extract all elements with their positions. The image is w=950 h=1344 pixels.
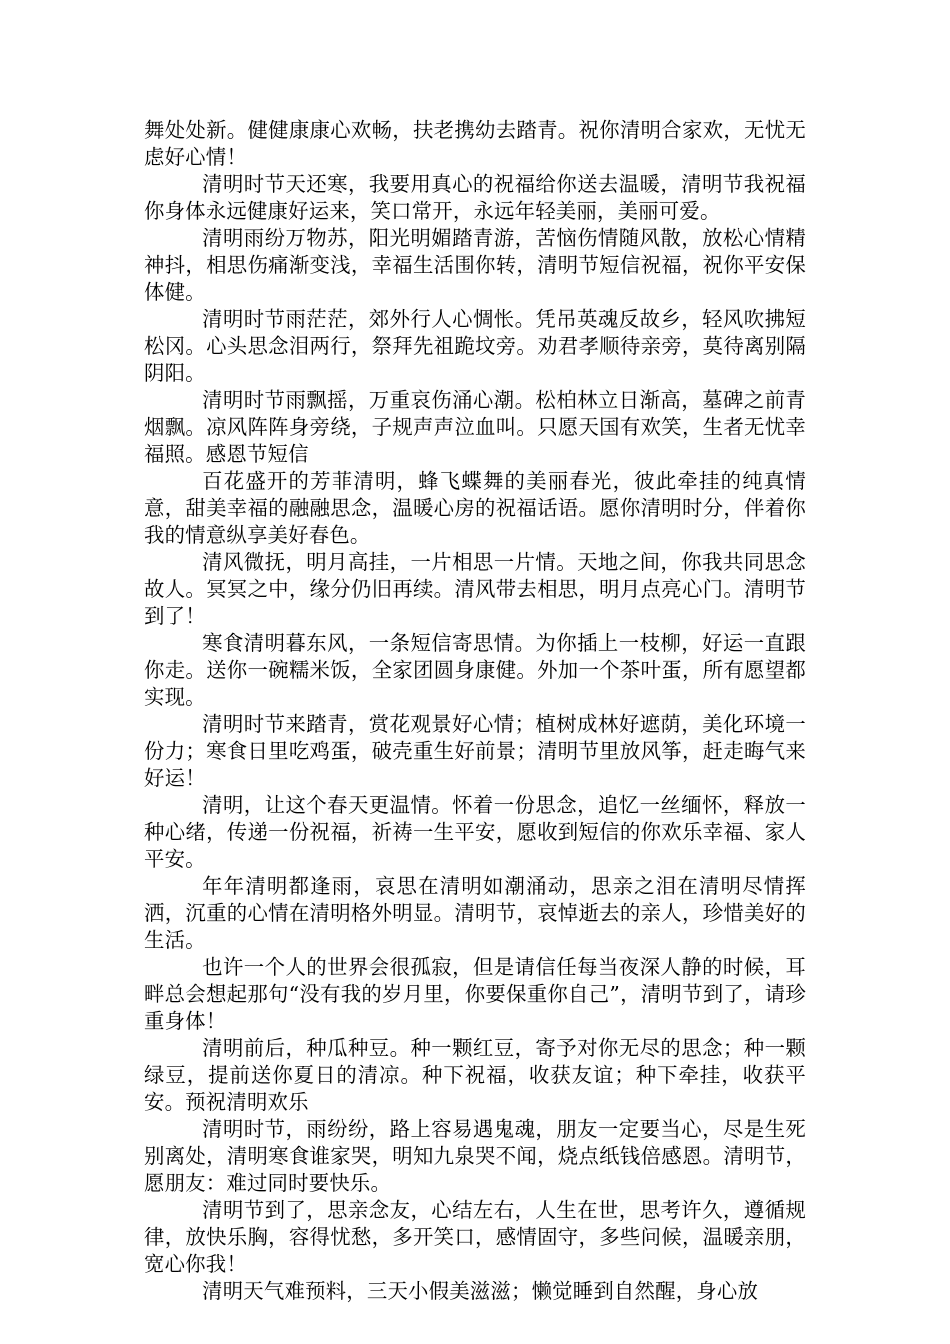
paragraph: 清明时节天还寒，我要用真心的祝福给你送去温暖，清明节我祝福你身体永远健康好运来，笑口常开，永远年轻美丽，美丽可爱。 bbox=[144, 172, 806, 223]
paragraph: 百花盛开的芳菲清明，蜂飞蝶舞的美丽春光，彼此牵挂的纯真情意，甜美幸福的融融思念，温暖心房的祝福话语。愿你清明时分，伴着你我的情意纵享美好春色。 bbox=[144, 469, 806, 547]
paragraph: 清明时节来踏青，赏花观景好心情；植树成林好遮荫，美化环境一份力；寒食日里吃鸡蛋，破壳重生好前景；清明节里放风筝，赶走晦气来好运！ bbox=[144, 712, 806, 790]
paragraph: 寒食清明暮东风，一条短信寄思情。为你插上一枝柳，好运一直跟你走。送你一碗糯米饭，全家团圆身康健。外加一个茶叶蛋，所有愿望都实现。 bbox=[144, 631, 806, 709]
paragraph: 清明节到了，思亲念友，心结左右，人生在世，思考许久，遵循规律，放快乐胸，容得忧愁，多开笑口，感情固守，多些问候，温暖亲朋，宽心你我！ bbox=[144, 1198, 806, 1276]
paragraph: 清明时节雨茫茫，郊外行人心惆怅。凭吊英魂反故乡，轻风吹拂短松冈。心头思念泪两行，祭拜先祖跪坟旁。劝君孝顺待亲旁，莫待离别隔阴阳。 bbox=[144, 307, 806, 385]
paragraph: 清明，让这个春天更温情。怀着一份思念，追忆一丝缅怀，释放一种心绪，传递一份祝福，祈祷一生平安，愿收到短信的你欢乐幸福、家人平安。 bbox=[144, 793, 806, 871]
paragraph: 清明前后，种瓜种豆。种一颗红豆，寄予对你无尽的思念；种一颗绿豆，提前送你夏日的清凉。种下祝福，收获友谊；种下牵挂，收获平安。预祝清明欢乐 bbox=[144, 1036, 806, 1114]
paragraph: 年年清明都逢雨，哀思在清明如潮涌动，思亲之泪在清明尽情挥洒，沉重的心情在清明格外明显。清明节，哀悼逝去的亲人，珍惜美好的生活。 bbox=[144, 874, 806, 952]
document-body bbox=[144, 117, 806, 1305]
paragraph: 也许一个人的世界会很孤寂，但是请信任每当夜深人静的时候，耳畔总会想起那句“没有我的岁月里，你要保重你自己”，清明节到了，请珍重身体！ bbox=[144, 955, 806, 1033]
paragraph: 清明天气难预料，三天小假美滋滋；懒觉睡到自然醒，身心放 bbox=[202, 1279, 759, 1303]
paragraph: 清明时节雨飘摇，万重哀伤涌心潮。松柏林立日渐高，墓碑之前青烟飘。凉风阵阵身旁绕，子规声声泣血叫。只愿天国有欢笑，生者无忧幸福照。感恩节短信 bbox=[144, 388, 806, 466]
paragraph: 清风微抚，明月高挂，一片相思一片情。天地之间，你我共同思念故人。冥冥之中，缘分仍旧再续。清风带去相思，明月点亮心门。清明节到了！ bbox=[144, 550, 806, 628]
paragraph: 清明雨纷万物苏，阳光明媚踏青游，苦恼伤情随风散，放松心情精神抖，相思伤痛渐变浅，幸福生活围你转，清明节短信祝福，祝你平安保体健。 bbox=[144, 226, 806, 304]
paragraph: 舞处处新。健健康康心欢畅，扶老携幼去踏青。祝你清明合家欢，无忧无虑好心情！ bbox=[144, 118, 806, 169]
paragraph: 清明时节，雨纷纷，路上容易遇鬼魂，朋友一定要当心，尽是生死别离处，清明寒食谁家哭，明知九泉哭不闻，烧点纸钱倍感恩。清明节，愿朋友：难过同时要快乐。 bbox=[144, 1117, 806, 1195]
